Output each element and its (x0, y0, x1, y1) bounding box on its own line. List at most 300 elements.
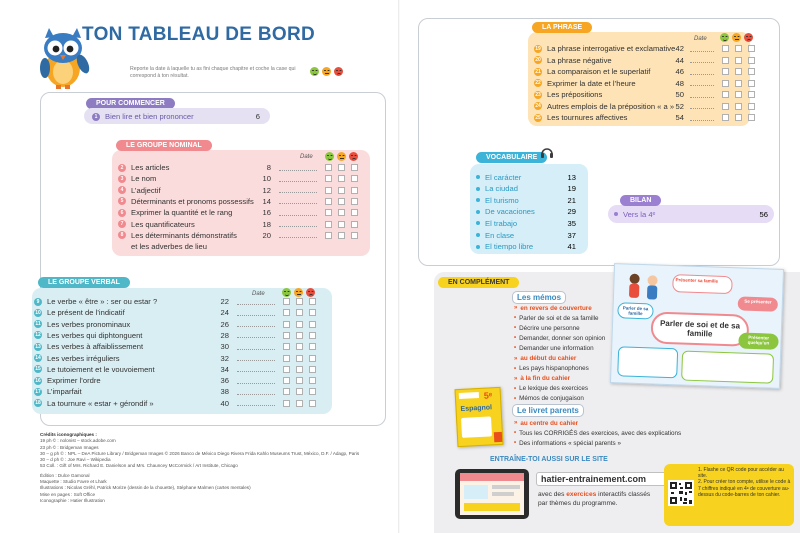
chapter-label: Le verbe « être » : ser ou estar ? (47, 297, 158, 306)
credit-illustrations: Illustrations : Nicolas Gréhl, Patrick Morize (dessin de la chouette), Stéphane Malmen (cartes mentales) (40, 485, 251, 491)
chapter-label: La comparaison et le superlatif (547, 67, 651, 76)
section-tag-phrase: LA PHRASE (532, 22, 592, 33)
result-checkbox-happy[interactable] (325, 232, 332, 239)
result-checkbox-sad[interactable] (748, 80, 755, 87)
date-input-line[interactable] (237, 310, 275, 316)
chapter-number: 8 (118, 231, 126, 239)
section-tag-groupe-nominal: LE GROUPE NOMINAL (116, 140, 212, 151)
result-checkbox-happy[interactable] (325, 187, 332, 194)
result-checkbox-sad[interactable] (748, 68, 755, 75)
result-checkbox-happy[interactable] (325, 198, 332, 205)
result-checkbox-happy[interactable] (722, 103, 729, 110)
chapter-row (34, 341, 316, 352)
result-checkboxes (283, 388, 316, 395)
chapter-number: 11 (35, 321, 41, 328)
content-item (514, 323, 580, 333)
section-tag-complement: EN COMPLÉMENT (438, 277, 519, 288)
phrase-tracker (690, 114, 755, 121)
phrase-tracker (690, 45, 755, 52)
item-text: Demander une information (519, 344, 594, 352)
result-checkbox-neutral[interactable] (296, 388, 303, 395)
result-checkbox-sad[interactable] (748, 45, 755, 52)
chapter-page: 50 (675, 90, 684, 99)
date-input-line[interactable] (237, 344, 275, 350)
date-input-line[interactable] (279, 221, 317, 227)
bullet-icon: • (514, 335, 517, 342)
vocab-page: 37 (567, 230, 576, 240)
chapter-number: 2 (118, 164, 126, 172)
result-checkbox-sad[interactable] (309, 366, 316, 373)
result-checkboxes (283, 309, 316, 316)
chapter-row (534, 89, 684, 100)
chapter-row (118, 162, 358, 173)
chapter-page: 48 (675, 78, 684, 88)
chapter-number: 3 (118, 175, 126, 183)
chapter-label: Le nom (131, 174, 157, 184)
date-input-line[interactable] (237, 332, 275, 338)
result-checkbox-sad[interactable] (309, 400, 316, 407)
chapter-number: 23 (535, 91, 541, 98)
result-checkbox-happy[interactable] (722, 45, 729, 52)
result-checkbox-neutral[interactable] (735, 68, 742, 75)
chapter-label: L’adjectif (131, 185, 161, 195)
chapter-label: Bien lire et bien prononcer (105, 112, 194, 121)
result-checkboxes (283, 366, 316, 373)
chapter-number: 7 (118, 220, 126, 228)
result-checkbox-neutral[interactable] (338, 209, 345, 216)
result-checkbox-happy[interactable] (283, 388, 290, 395)
result-checkbox-happy[interactable] (722, 57, 729, 64)
vocab-row (476, 241, 576, 253)
result-checkbox-neutral[interactable] (296, 366, 303, 373)
chapter-page: 14 (262, 196, 271, 206)
result-checkbox-happy[interactable] (722, 114, 729, 121)
result-checkbox-happy[interactable] (325, 175, 332, 182)
chapter-label: La tournure « estar + gérondif » (47, 398, 154, 408)
chapter-page: 34 (220, 364, 229, 374)
chapter-number: 22 (535, 80, 541, 86)
column-smileys (325, 152, 358, 161)
result-checkbox-neutral[interactable] (338, 232, 345, 239)
qr-step-1: 1. Flashe ce QR code pour accéder au site. (698, 467, 784, 480)
bullet-dot (476, 175, 480, 179)
chapter-page: 32 (220, 353, 229, 363)
result-checkbox-happy[interactable] (283, 366, 290, 373)
date-input-line[interactable] (690, 103, 714, 109)
date-input-line[interactable] (237, 378, 275, 384)
chapter-row (34, 375, 316, 386)
result-checkbox-neutral[interactable] (296, 377, 303, 384)
result-checkbox-sad[interactable] (748, 57, 755, 64)
chapter-page: 18 (262, 219, 271, 229)
date-column-label: Date (300, 154, 313, 160)
result-checkbox-neutral[interactable] (296, 309, 303, 316)
result-checkbox-happy[interactable] (283, 377, 290, 384)
result-checkboxes (722, 57, 755, 64)
credit-mise-en-page: Mise en pages : Soft Office (40, 491, 96, 497)
result-checkbox-sad[interactable] (309, 321, 316, 328)
chapter-label: Le tutoiement et le vouvoiement (47, 364, 155, 374)
chapter-label: Les tournures affectives (547, 113, 628, 122)
chapter-label: Les verbes qui diphtonguent (47, 330, 143, 340)
bullet-dot (476, 187, 480, 191)
chapter-label: Le présent de l’indicatif (47, 308, 125, 318)
result-checkbox-sad[interactable] (748, 114, 755, 121)
instructions-text: Reporte la date à laquelle tu as fini chaque chapitre et coche la case qui correspond à ton résultat. (130, 66, 296, 79)
chapter-page: 38 (220, 387, 229, 397)
content-item (514, 384, 588, 394)
result-checkboxes (283, 355, 316, 362)
chapter-row (92, 111, 260, 122)
site-description (538, 491, 658, 508)
date-input-line[interactable] (237, 400, 275, 406)
result-checkboxes (283, 298, 316, 305)
chapter-label: Les verbes irréguliers (47, 353, 120, 363)
chapter-number: 19 (535, 45, 541, 52)
result-checkbox-happy[interactable] (325, 164, 332, 171)
date-input-line[interactable] (279, 210, 317, 216)
vocab-row (476, 194, 576, 206)
result-checkbox-happy[interactable] (325, 221, 332, 228)
result-checkbox-neutral[interactable] (296, 298, 303, 305)
memo-card-note (617, 346, 678, 378)
item-text: en revers de couverture (520, 304, 592, 312)
result-checkbox-sad[interactable] (351, 175, 358, 182)
chapter-label: Les verbes à affaiblissement (47, 342, 144, 352)
vocab-label: El turismo (485, 195, 519, 205)
memo-bubble: Présenter quelqu’un (738, 332, 779, 349)
item-text: Des informations « spécial parents » (519, 439, 621, 447)
bullet-icon: • (514, 325, 517, 332)
result-checkboxes (325, 198, 358, 205)
qr-instructions (698, 467, 792, 498)
chapter-page: 6 (255, 112, 260, 121)
chapter-number: 4 (118, 186, 126, 194)
column-smileys (720, 33, 753, 42)
result-checkbox-sad[interactable] (309, 355, 316, 362)
result-checkboxes (283, 321, 316, 328)
result-checkbox-neutral[interactable] (735, 45, 742, 52)
date-input-line[interactable] (237, 389, 275, 395)
date-input-line[interactable] (279, 187, 317, 193)
item-text: Demander, donner son opinion (519, 334, 606, 342)
chapter-row (34, 296, 316, 307)
qr-step-2: 2. Pour créer ton compte, utilise le code à 7 chiffres indiqué en 4ᵉ de couverture au-dessus du code-barres de ton cahier. (698, 479, 791, 498)
vocab-page: 21 (567, 195, 576, 205)
location-heading (514, 374, 570, 384)
chapter-page: 52 (675, 101, 684, 111)
date-input-line[interactable] (279, 198, 317, 204)
result-checkbox-neutral[interactable] (735, 80, 742, 87)
result-checkboxes (722, 103, 755, 110)
neutral-face-icon (322, 67, 331, 76)
chapter-label: L’imparfait (47, 387, 82, 397)
result-checkbox-sad[interactable] (309, 343, 316, 350)
result-checkbox-happy[interactable] (283, 343, 290, 350)
date-input-line[interactable] (690, 69, 714, 75)
chapter-number: 16 (35, 377, 41, 384)
vocab-page: 35 (567, 218, 576, 228)
date-input-line[interactable] (237, 321, 275, 327)
chapter-row (34, 386, 316, 397)
result-checkbox-happy[interactable] (722, 80, 729, 87)
result-checkbox-neutral[interactable] (296, 355, 303, 362)
site-desc-text: avec des (538, 491, 567, 498)
result-checkbox-happy[interactable] (283, 321, 290, 328)
result-checkboxes (325, 232, 358, 239)
item-text: Décrire une personne (519, 324, 580, 332)
date-input-line[interactable] (690, 115, 714, 121)
credit-iconographie: Iconographie : Hatier Illustration (40, 497, 105, 503)
result-checkbox-sad[interactable] (351, 187, 358, 194)
item-text: à la fin du cahier (520, 375, 571, 383)
arrow-right-icon: » (514, 305, 518, 311)
date-input-line[interactable] (279, 165, 317, 171)
date-column-label: Date (694, 36, 707, 42)
chapter-label: Exprimer la date et l’heure (547, 78, 636, 88)
date-input-line[interactable] (237, 299, 275, 305)
vocab-page: 19 (567, 184, 576, 194)
bilan-row (614, 208, 768, 220)
chapter-row (34, 330, 316, 341)
neutral-face-icon (732, 33, 741, 42)
location-heading (514, 418, 578, 428)
chapter-number: 5 (118, 197, 126, 205)
result-checkboxes (283, 400, 316, 407)
chapter-page: 44 (675, 55, 684, 65)
credits-block (40, 432, 370, 504)
result-checkboxes (325, 209, 358, 216)
result-checkbox-neutral[interactable] (735, 114, 742, 121)
chapter-label: Les déterminants démonstratifs (131, 230, 237, 240)
chapter-row (118, 230, 358, 241)
result-checkbox-happy[interactable] (722, 68, 729, 75)
booklet-grade: 5ᵉ (483, 390, 493, 401)
chapter-number: 14 (35, 355, 41, 361)
site-desc-highlight: exercices (566, 491, 597, 498)
booklet-title: Espagnol (460, 404, 493, 413)
result-checkboxes (283, 377, 316, 384)
chapter-number: 1 (92, 113, 100, 121)
result-checkbox-happy[interactable] (283, 309, 290, 316)
result-checkbox-happy[interactable] (283, 298, 290, 305)
content-item (514, 313, 599, 323)
chapter-number: 9 (34, 298, 42, 306)
chapter-page: 22 (220, 297, 229, 306)
result-checkbox-sad[interactable] (351, 198, 358, 205)
phrase-tracker (690, 80, 755, 87)
result-checkbox-sad[interactable] (748, 103, 755, 110)
result-checkbox-happy[interactable] (722, 91, 729, 98)
content-item (514, 364, 589, 374)
result-checkbox-sad[interactable] (351, 209, 358, 216)
chapter-number: 18 (35, 400, 41, 407)
chapter-row (534, 66, 684, 77)
vocab-row (476, 229, 576, 241)
chapter-page: 10 (262, 174, 271, 184)
memo-bubble: Présenter sa famille (672, 274, 733, 294)
result-checkbox-sad[interactable] (309, 298, 316, 305)
sad-face-icon (349, 152, 358, 161)
memo-bubble: Parler de sa famille (617, 302, 654, 319)
happy-face-icon (310, 67, 319, 76)
date-column-label: Date (252, 291, 265, 297)
chapter-number: 6 (118, 209, 126, 217)
vocab-label: En clase (485, 230, 515, 240)
credit-edition: Édition : Dulce Gamonal (40, 472, 90, 478)
date-input-line[interactable] (279, 176, 317, 182)
result-checkbox-neutral[interactable] (296, 343, 303, 350)
credit-line: 30 – g ph © : NPL – DeA Picture Library / Bridgeman Images © 2026 Banco de México Diego Rivera Frida Kahlo Museums Trust, México, D.F. / Adagp, Paris (40, 450, 360, 456)
chapter-page: 28 (220, 330, 229, 340)
bullet-dot (476, 198, 480, 202)
date-input-line[interactable] (279, 232, 317, 238)
result-checkbox-sad[interactable] (351, 232, 358, 239)
result-checkbox-neutral[interactable] (338, 221, 345, 228)
vocab-label: De vacaciones (485, 207, 535, 217)
location-heading (514, 354, 576, 364)
qr-code-icon[interactable] (668, 480, 694, 506)
date-input-line[interactable] (237, 366, 275, 372)
vocab-row (476, 217, 576, 229)
result-checkboxes (722, 91, 755, 98)
chapter-label: La phrase interrogative et exclamative (547, 44, 676, 53)
item-text: Mémos de conjugaison (519, 395, 584, 403)
result-checkbox-sad[interactable] (309, 309, 316, 316)
chapter-row (534, 112, 684, 123)
section-tag-pour-commencer: POUR COMMENCER (86, 98, 175, 109)
date-input-line[interactable] (690, 46, 714, 52)
phrase-tracker (690, 91, 755, 98)
date-input-line[interactable] (690, 80, 714, 86)
phrase-tracker (690, 57, 755, 64)
result-checkbox-neutral[interactable] (735, 103, 742, 110)
result-checkboxes (325, 221, 358, 228)
credit-line: 23 ph © : Bridgeman Images (40, 444, 99, 450)
chapter-row (34, 307, 316, 318)
result-checkbox-neutral[interactable] (296, 332, 303, 339)
chapter-label: Exprimer l’ordre (47, 376, 101, 386)
chapter-number: 13 (35, 343, 41, 350)
chapter-number: 20 (535, 57, 541, 63)
item-text: Parler de soi et de sa famille (519, 314, 599, 322)
result-checkbox-sad[interactable] (351, 164, 358, 171)
vocab-row (476, 171, 576, 183)
vocab-row (476, 206, 576, 218)
chapter-row (34, 364, 316, 375)
site-url-link[interactable]: hatier-entrainement.com (536, 472, 676, 486)
section-tag-bilan: BILAN (620, 195, 661, 206)
result-checkbox-sad[interactable] (309, 388, 316, 395)
memos-title: Les mémos (512, 291, 566, 304)
result-checkbox-neutral[interactable] (338, 198, 345, 205)
result-checkboxes (283, 343, 316, 350)
result-checkbox-neutral[interactable] (735, 91, 742, 98)
result-checkbox-happy[interactable] (283, 400, 290, 407)
bullet-icon: • (514, 395, 517, 402)
livret-title: Le livret parents (512, 404, 584, 417)
item-text: Tous les CORRIGÉS des exercices, avec des explications (519, 429, 682, 437)
section-tag-vocabulaire: VOCABULAIRE (476, 152, 547, 163)
chapter-page: 24 (220, 308, 229, 318)
chapter-page: 46 (675, 67, 684, 76)
result-checkboxes (722, 68, 755, 75)
result-checkboxes (722, 80, 755, 87)
result-checkbox-happy[interactable] (283, 332, 290, 339)
arrow-right-icon: » (514, 355, 518, 362)
date-input-line[interactable] (690, 92, 714, 98)
chapter-number: 12 (35, 332, 41, 339)
memo-bubble: Se présenter (738, 296, 778, 311)
result-checkbox-neutral[interactable] (296, 400, 303, 407)
chapter-label: La phrase négative (547, 55, 612, 65)
result-checkbox-happy[interactable] (283, 355, 290, 362)
date-input-line[interactable] (690, 57, 714, 63)
date-input-line[interactable] (237, 355, 275, 361)
chapter-page: 54 (675, 113, 684, 122)
result-checkbox-neutral[interactable] (338, 187, 345, 194)
arrow-right-icon: » (514, 375, 518, 382)
chapter-row (118, 219, 358, 230)
result-checkbox-neutral[interactable] (338, 175, 345, 182)
page-title: TON TABLEAU DE BORD (82, 24, 315, 45)
chapter-number: 21 (535, 68, 541, 75)
right-page (400, 0, 800, 533)
chapter-page: 26 (220, 319, 229, 329)
chapter-page: 8 (266, 163, 271, 172)
chapter-row (34, 319, 316, 330)
chapter-row (534, 101, 684, 112)
credit-maquette: Maquette : Studio Favre et Lhaïk (40, 479, 107, 485)
chapter-page: 20 (262, 230, 271, 240)
result-checkbox-sad[interactable] (748, 91, 755, 98)
chapter-number: 17 (35, 388, 41, 395)
bullet-icon: • (514, 440, 517, 447)
chapter-label: Les verbes pronominaux (47, 319, 131, 329)
chapter-number: 10 (35, 309, 41, 316)
vocab-page: 29 (567, 207, 576, 217)
result-checkbox-sad[interactable] (309, 332, 316, 339)
chapter-row (118, 173, 358, 184)
result-checkbox-happy[interactable] (325, 209, 332, 216)
chapter-page: 30 (220, 342, 229, 352)
result-checkbox-neutral[interactable] (296, 321, 303, 328)
section-tag-groupe-verbal: LE GROUPE VERBAL (38, 277, 130, 288)
bullet-icon: • (514, 345, 517, 352)
bullet-dot (476, 245, 480, 249)
result-checkbox-neutral[interactable] (338, 164, 345, 171)
result-checkbox-neutral[interactable] (735, 57, 742, 64)
memo-card-preview (610, 263, 784, 389)
bullet-dot (476, 210, 480, 214)
result-checkbox-sad[interactable] (309, 377, 316, 384)
credit-line: 19 ph © : nolonist – stock.adobe.com (40, 438, 116, 444)
content-item (514, 438, 621, 448)
livret-parents-preview (455, 387, 504, 447)
phrase-tracker (690, 103, 755, 110)
result-checkbox-sad[interactable] (351, 221, 358, 228)
site-desc-text: interactifs classés par thèmes du programme. (538, 491, 651, 507)
item-text: au début du cahier (520, 355, 577, 362)
vocab-label: El trabajo (485, 218, 518, 228)
chapter-label: Déterminants et pronoms possessifs (131, 196, 254, 206)
chapter-page: 42 (675, 44, 684, 53)
chapter-row (534, 55, 684, 66)
chapter-page: 16 (262, 208, 271, 218)
chapter-row (118, 196, 358, 207)
content-item (514, 428, 681, 438)
bullet-icon: • (514, 365, 517, 372)
